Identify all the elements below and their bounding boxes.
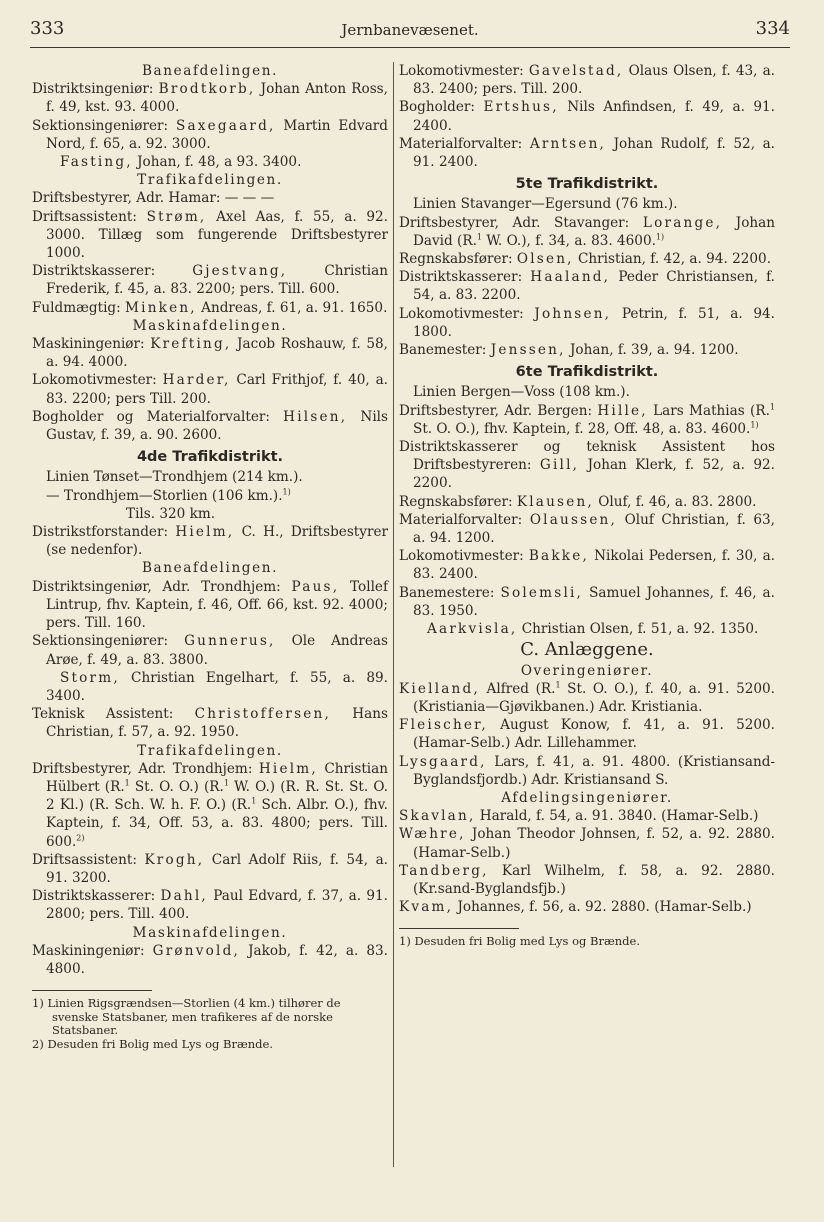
entry: Fleischer, August Konow, f. 41, a. 91. 5200. (Hamar-Selb.) Adr. Lillehammer. bbox=[399, 717, 775, 752]
entry: Distrikstforstander: Hielm, C. H., Driftsbestyrer (se nedenfor). bbox=[32, 524, 388, 559]
entry: Kielland, Alfred (R.$^1$ St. O. O.), f. 40, a. 91. 5200. (Kristiania—Gjøvikbanen.) Adr. Kristiania. bbox=[399, 680, 775, 715]
line-info: Linien Stavanger—Egersund (76 km.). bbox=[413, 196, 678, 213]
entry: Banemester: Jenssen, Johan, f. 39, a. 94. 1200. bbox=[399, 342, 739, 359]
entry: Driftsassistent: Krogh, Carl Adolf Riis, f. 54, a. 91. 3200. bbox=[32, 851, 388, 886]
section-heading: Maskinafdelingen. bbox=[132, 924, 288, 941]
section-heading: Afdelingsingeniører. bbox=[501, 789, 673, 806]
district-heading: 6te Trafikdistrikt. bbox=[515, 364, 659, 381]
entry: Materialforvalter: Arntsen, Johan Rudolf, f. 52, a. 91. 2400. bbox=[399, 135, 775, 171]
entry: Fasting, Johan, f. 48, a 93. 3400. bbox=[60, 154, 302, 171]
entry: Bogholder og Materialforvalter: Hilsen, Nils Gustav, f. 39, a. 90. 2600. bbox=[32, 408, 388, 444]
entry: Driftsbestyrer, Adr. Trondhjem: Hielm, Christian Hülbert (R.$^1$ St. O. O.) (R.$^1$ W. O.) (R. R. St. St. O. 2 Kl.) (R. Sch. W. h. F. O.) (R.$^1$ Sch. Albr. O.), fhv. Kaptein, f. 34, Off. 53, a. 83. 4800; pers. Till. 600.$^{2)}$ bbox=[32, 760, 388, 850]
section-heading: Baneafdelingen. bbox=[141, 560, 279, 577]
entry: Lokomotivmester: Gavelstad, Olaus Olsen, f. 43, a. 83. 2400; pers. Till. 200. bbox=[399, 63, 776, 98]
footnote: 1) Desuden fri Bolig med Lys og Brænde. bbox=[399, 934, 641, 949]
section-heading: Overingeniører. bbox=[520, 662, 654, 679]
line-info: Linien Tønset—Trondhjem (214 km.). bbox=[46, 469, 303, 486]
entry: Skavlan, Harald, f. 54, a. 91. 3840. (Hamar-Selb.) bbox=[399, 808, 759, 825]
entry: Regnskabsfører: Olsen, Christian, f. 42, a. 94. 2200. bbox=[399, 251, 772, 268]
left-column bbox=[32, 62, 388, 1051]
entry: Driftsassistent: Strøm, Axel Aas, f. 55, a. 92. 3000. Tillæg som fungerende Driftsbestyrer 1000. bbox=[32, 208, 388, 262]
entry: Wæhre, Johan Theodor Johnsen, f. 52, a. 92. 2880. (Hamar-Selb.) bbox=[399, 826, 775, 861]
district-heading: 4de Trafikdistrikt. bbox=[136, 449, 284, 466]
page-number-right: 334 bbox=[755, 18, 790, 39]
header-rule bbox=[30, 47, 790, 48]
section-heading: Baneafdelingen. bbox=[141, 63, 279, 79]
column-divider bbox=[393, 62, 394, 1167]
line-total: Tils. 320 km. bbox=[126, 505, 216, 522]
line-info: Linien Bergen—Voss (108 km.). bbox=[413, 384, 630, 401]
entry: Lokomotivmester: Harder, Carl Frithjof, f. 40, a. 83. 2200; pers Till. 200. bbox=[32, 372, 389, 407]
entry: Maskiningeniør: Krefting, Jacob Roshauw, f. 58, a. 94. 4000. bbox=[32, 336, 389, 371]
entry: Regnskabsfører: Klausen, Oluf, f. 46, a. 83. 2800. bbox=[399, 493, 757, 510]
entry: Distriktsingeniør: Brodtkorb, Johan Anton Ross, f. 49, kst. 93. 4000. bbox=[32, 81, 388, 116]
entry: Lysgaard, Lars, f. 41, a. 91. 4800. (Kristiansand-Byglandsfjordb.) Adr. Kristiansand S. bbox=[399, 753, 775, 788]
entry: Tandberg, Karl Wilhelm, f. 58, a. 92. 2880. (Kr.sand-Byglandsfjb.) bbox=[399, 862, 775, 897]
section-heading: Maskinafdelingen. bbox=[132, 317, 288, 334]
entry: Distriktskasserer og teknisk Assistent hos Driftsbestyreren: Gill, Johan Klerk, f. 52, a. 92. 2200. bbox=[399, 439, 776, 492]
entry: Teknisk Assistent: Christoffersen, Hans Christian, f. 57, a. 92. 1950. bbox=[32, 706, 388, 741]
entry: Driftsbestyrer, Adr. Stavanger: Lorange, Johan David (R.$^1$ W. O.), f. 34, a. 83. 4600.$^{1)}$ bbox=[399, 214, 776, 249]
entry: Maskiningeniør: Grønvold, Jakob, f. 42, a. 83. 4800. bbox=[32, 942, 389, 977]
entry: Storm, Christian Engelhart, f. 55, a. 89. 3400. bbox=[46, 669, 388, 704]
entry: Bogholder: Ertshus, Nils Anfindsen, f. 49, a. 91. 2400. bbox=[399, 99, 775, 134]
footnote-rule bbox=[399, 928, 519, 929]
entry: Fuldmægtig: Minken, Andreas, f. 61, a. 91. 1650. bbox=[32, 299, 388, 316]
district-heading: 5te Trafikdistrikt. bbox=[515, 176, 659, 193]
entry: Sektionsingeniører: Gunnerus, Ole Andreas Arøe, f. 49, a. 83. 3800. bbox=[32, 633, 388, 668]
chapter-heading: C. Anlæggene. bbox=[520, 639, 654, 661]
entry: Banemestere: Solemsli, Samuel Johannes, f. 46, a. 83. 1950. bbox=[399, 584, 775, 619]
entry: Driftsbestyrer, Adr. Bergen: Hille, Lars Mathias (R.$^1$ St. O. O.), fhv. Kaptein, f. 28, Off. 48, a. 83. 4600.$^{1)}$ bbox=[399, 402, 775, 437]
entry: Sektionsingeniører: Saxegaard, Martin Edvard Nord, f. 65, a. 92. 3000. bbox=[32, 117, 388, 152]
entry: Distriktskasserer: Dahl, Paul Edvard, f. 37, a. 91. 2800; pers. Till. 400. bbox=[32, 888, 388, 923]
entry: Distriktskasserer: Gjestvang, Christian Frederik, f. 45, a. 83. 2200; pers. Till. 600. bbox=[32, 263, 388, 298]
entry: Materialforvalter: Olaussen, Oluf Christian, f. 63, a. 94. 1200. bbox=[399, 511, 775, 547]
entry: Distriktskasserer: Haaland, Peder Christiansen, f. 54, a. 83. 2200. bbox=[399, 269, 775, 304]
entry: Kvam, Johannes, f. 56, a. 92. 2880. (Hamar-Selb.) bbox=[399, 899, 752, 916]
page-number-left: 333 bbox=[30, 18, 65, 39]
entry: Lokomotivmester: Bakke, Nikolai Pedersen, f. 30, a. 83. 2400. bbox=[399, 548, 776, 583]
entry: Lokomotivmester: Johnsen, Petrin, f. 51, a. 94. 1800. bbox=[399, 305, 775, 340]
entry: Distriktsingeniør, Adr. Trondhjem: Paus, Tollef Lintrup, fhv. Kaptein, f. 46, Off. 66, kst. 92. 4000; pers. Till. 160. bbox=[32, 578, 388, 632]
section-heading: Trafikafdelingen. bbox=[137, 172, 283, 189]
entry: Aarkvisla, Christian Olsen, f. 51, a. 92. 1350. bbox=[427, 621, 759, 638]
footnote-rule bbox=[32, 990, 152, 991]
right-column bbox=[399, 62, 775, 949]
section-heading: Trafikafdelingen. bbox=[137, 742, 283, 759]
footnote: 2) Desuden fri Bolig med Lys og Brænde. bbox=[32, 1036, 274, 1051]
line-info: — Trondhjem—Storlien (106 km.).$^{1)}$ bbox=[46, 487, 291, 504]
entry: Driftsbestyrer, Adr. Hamar: — — — bbox=[32, 190, 275, 207]
running-title: Jernbanevæsenet. bbox=[341, 21, 479, 39]
footnote: 1) Linien Rigsgrændsen—Storlien (4 km.) tilhører de svenske Statsbaner, men trafikeres af de norske Statsbaner. bbox=[32, 996, 341, 1038]
page-header bbox=[30, 18, 790, 44]
